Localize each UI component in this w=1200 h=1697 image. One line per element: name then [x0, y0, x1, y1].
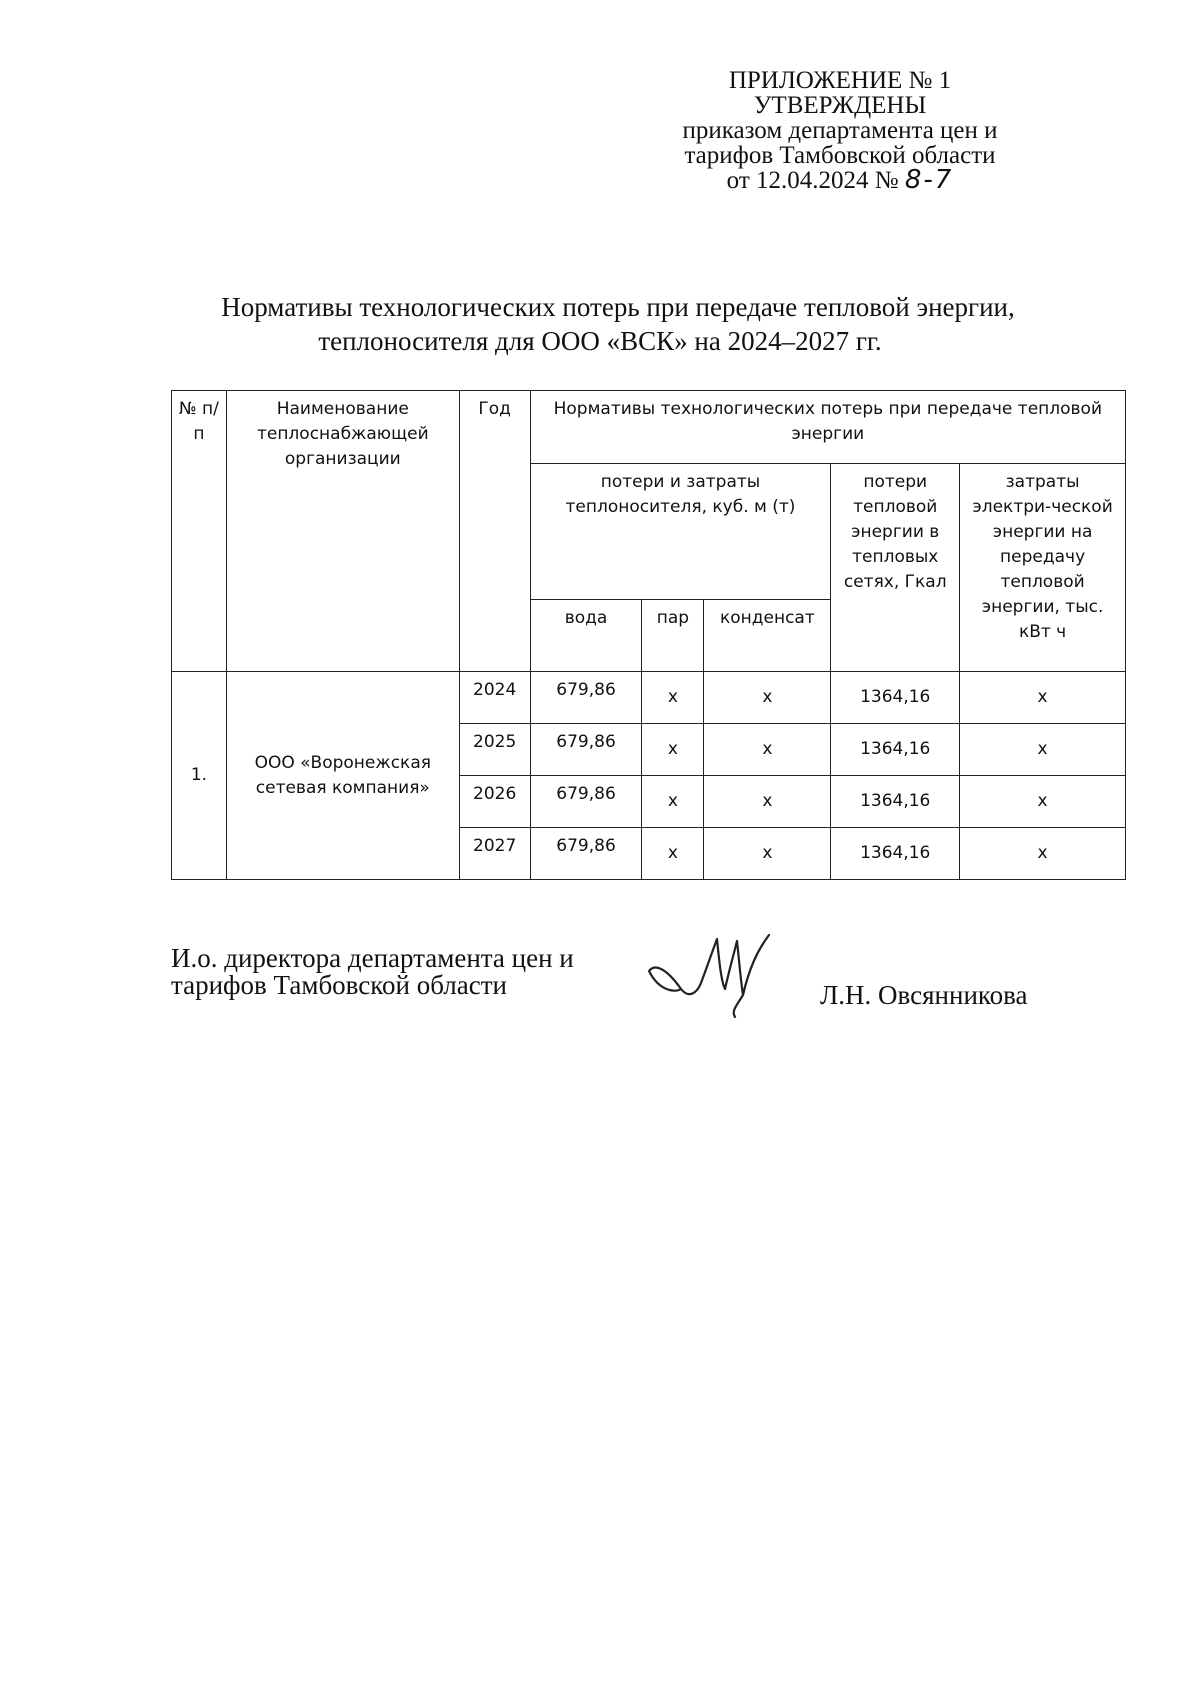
cell-steam: х [642, 828, 704, 880]
position-line-1: И.о. директора департамента цен и [171, 943, 574, 973]
cell-heat-loss: 1364,16 [831, 724, 960, 776]
title-line-1: Нормативы технологических потерь при передаче тепловой энергии, [221, 292, 1015, 322]
header-water: вода [530, 600, 642, 672]
header-heat-loss: потери тепловой энергии в тепловых сетях, Гкал [831, 464, 960, 672]
organization-name: ООО «Воронежская сетевая компания» [226, 672, 459, 880]
cell-condensate: х [704, 724, 831, 776]
cell-condensate: х [704, 672, 831, 724]
cell-year: 2024 [459, 672, 530, 724]
approved-label: УТВЕРЖДЕНЫ [753, 92, 927, 119]
cell-heat-loss: 1364,16 [831, 828, 960, 880]
position-line-2: тарифов Тамбовской области [171, 970, 507, 1000]
cell-electricity: х [960, 724, 1126, 776]
annex-header [640, 68, 1040, 193]
signatory-name: Л.Н. Овсянникова [820, 980, 1028, 1010]
cell-heat-loss: 1364,16 [831, 776, 960, 828]
cell-electricity: х [960, 672, 1126, 724]
header-num: № п/п [172, 391, 227, 672]
order-line-2: тарифов Тамбовской области [684, 142, 996, 169]
cell-water: 679,86 [530, 776, 642, 828]
cell-water: 679,86 [530, 828, 642, 880]
table-row [172, 672, 1126, 724]
header-steam: пар [642, 600, 704, 672]
row-number: 1. [172, 672, 227, 880]
header-organization: Наименование теплоснабжающей организации [226, 391, 459, 672]
header-year: Год [459, 391, 530, 672]
order-line-1: приказом департамента цен и [682, 117, 998, 144]
title-line-2: теплоносителя для ООО «ВСК» на 2024–2027 гг. [318, 326, 882, 356]
cell-water: 679,86 [530, 724, 642, 776]
cell-year: 2026 [459, 776, 530, 828]
cell-steam: х [642, 672, 704, 724]
cell-year: 2027 [459, 828, 530, 880]
cell-heat-loss: 1364,16 [831, 672, 960, 724]
header-norms: Нормативы технологических потерь при передаче тепловой энергии [530, 391, 1125, 464]
norms-table [171, 390, 1126, 880]
signatory-position [171, 945, 574, 999]
cell-steam: х [642, 776, 704, 828]
order-number-handwritten: 8-7 [904, 165, 954, 195]
cell-year: 2025 [459, 724, 530, 776]
cell-water: 679,86 [530, 672, 642, 724]
header-electricity: затраты электри-ческой энергии на передачу тепловой энергии, тыс. кВт ч [960, 464, 1126, 672]
order-date-line [640, 165, 1040, 195]
signature-icon [645, 925, 775, 1025]
cell-condensate: х [704, 776, 831, 828]
header-condensate: конденсат [704, 600, 831, 672]
document-title [0, 290, 1200, 358]
cell-electricity: х [960, 776, 1126, 828]
cell-steam: х [642, 724, 704, 776]
cell-electricity: х [960, 828, 1126, 880]
header-row-1 [172, 391, 1126, 464]
order-date: от 12.04.2024 № [726, 167, 899, 194]
cell-condensate: х [704, 828, 831, 880]
header-carrier-losses: потери и затраты теплоносителя, куб. м (т) [530, 464, 831, 600]
annex-title: ПРИЛОЖЕНИЕ № 1 [728, 67, 952, 94]
